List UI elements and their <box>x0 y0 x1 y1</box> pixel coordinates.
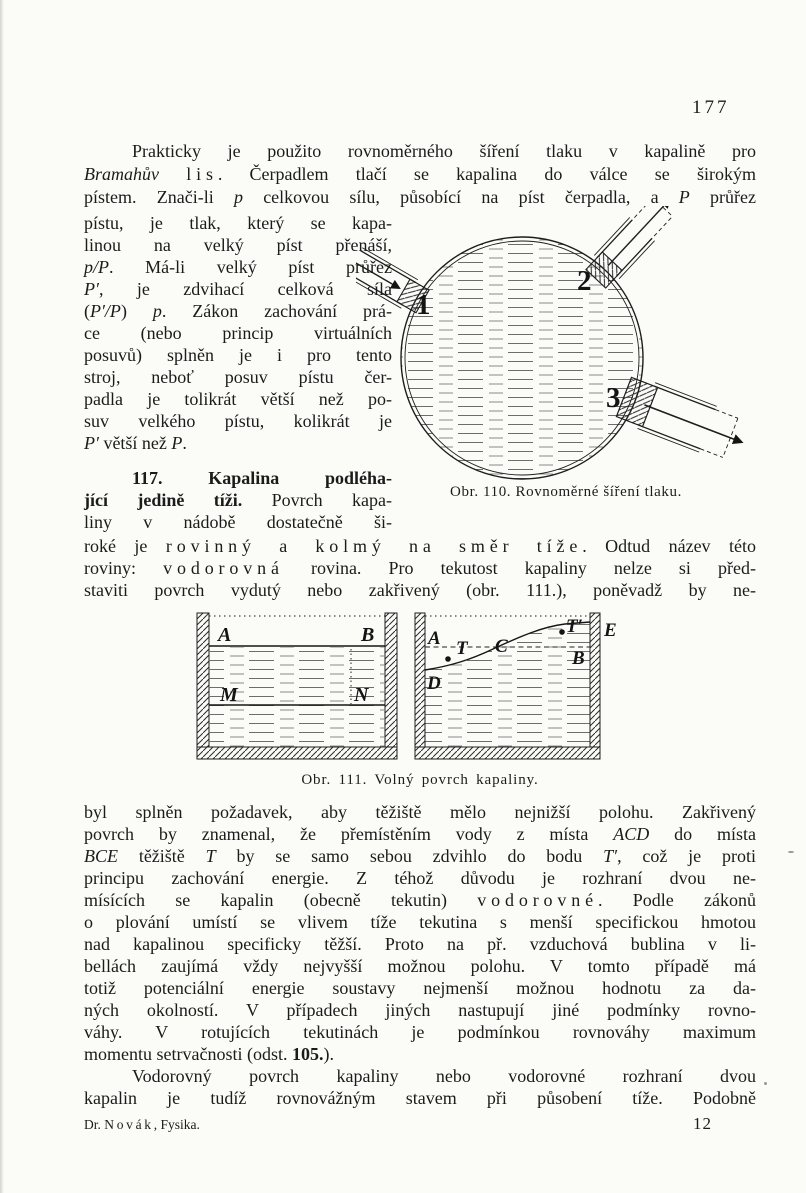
vessel-flat <box>197 613 397 759</box>
text-line: ných okolností. V případech jiných nastupují jiné podmínky rovno- <box>84 1000 756 1020</box>
figure-110 <box>356 206 776 533</box>
text-line: suv velkého pístu, kolikrát je <box>84 411 392 431</box>
piston-3-label: 3 <box>606 382 621 414</box>
text-line: liny v nádobě dostatečně ši- <box>84 512 392 532</box>
equilibrium-paragraph <box>84 801 756 1065</box>
text-line: váhy. V rotujících tekutinách je podmínkou rovnováhy maximum <box>84 1022 756 1042</box>
text-line: roké je rovinný a kolmý na směr tíže. Odtud název této <box>84 536 757 556</box>
label-T: T <box>456 638 468 659</box>
text-line: roviny: vodorovná rovina. Pro tekutost kapaliny nelze si před- <box>84 558 757 578</box>
text-line: Bramahův lis. Čerpadlem tlačí se kapalina do válce se širokým <box>84 164 756 184</box>
text-line: povrch by znamenal, že přemístěním vody z místa ACD do místa <box>84 824 757 844</box>
text-line: mísících se kapalin (obecně tekutin) vodorovné. Podle zákonů <box>84 890 756 910</box>
text-line: linou na velký píst přenáší, <box>84 235 392 255</box>
page-footer <box>84 1114 756 1134</box>
piston-2 <box>583 206 682 290</box>
piston-3 <box>615 374 750 465</box>
figure-111 <box>185 611 655 789</box>
text-line: BCE těžiště T by se samo sebou zdvihlo do bodu T′, což je proti <box>84 846 756 866</box>
text-line: padla je tolikrát větší než po- <box>84 389 392 409</box>
figure-111-drawing <box>185 611 655 763</box>
point-T-prime <box>559 629 565 635</box>
label-T-prime: T′ <box>566 616 583 637</box>
vessel-curved <box>415 613 617 759</box>
point-T <box>445 656 451 662</box>
text-line: (P′/P) p. Zákon zachování prá- <box>84 301 392 321</box>
figure-110-drawing <box>356 206 776 498</box>
page-number-top: 177 <box>692 97 730 118</box>
text-line: stroj, neboť posuv pístu čer- <box>84 367 392 387</box>
text-line: principu zachování energie. Z téhož důvodu je rozhraní dvou ne- <box>84 868 756 888</box>
text-line: pístem. Znači-li p celkovou sílu, působící na píst čerpadla, a P průřez <box>84 187 757 207</box>
text-line: ce (nebo princip virtuálních <box>84 323 392 343</box>
text-with-figure-row <box>84 212 756 533</box>
figure-110-caption: Obr. 110. Rovnoměrné šíření tlaku. <box>450 484 682 500</box>
text-line: P′ větší než P. <box>84 433 187 453</box>
label-N: N <box>354 684 369 706</box>
intro-paragraph <box>84 140 756 209</box>
label-D: D <box>427 673 441 694</box>
closing-paragraph <box>84 1065 756 1109</box>
text-line: P′, je zdvihací celková síla <box>84 279 392 299</box>
label-C: C <box>495 636 508 657</box>
section-117-heading <box>84 467 392 533</box>
text-line: Prakticky je použito rovnoměrného šíření tlaku v kapalině pro <box>132 141 756 161</box>
label-B: B <box>572 648 585 669</box>
text-line: o plování umístí se vlivem tíže tekutina s menší specifickou hmotou <box>84 912 756 932</box>
text-line: p/P. Má-li velký píst průřez <box>84 257 392 277</box>
text-line: Vodorovný povrch kapaliny nebo vodorovné rozhraní dvou <box>132 1066 756 1086</box>
figure-111-caption: Obr. 111. Volný povrch kapaliny. <box>301 772 539 788</box>
text-line: bellách zaujímá vždy nejvyšší možnou polohu. V tomto případě má <box>84 956 756 976</box>
text-line: pístu, je tlak, který se kapa- <box>84 213 392 233</box>
heading-line: jící jedině tíži. Povrch kapa- <box>84 490 392 510</box>
surface-paragraph <box>84 535 756 601</box>
piston-2-label: 2 <box>577 265 592 297</box>
text-line: byl splněn požadavek, aby těžiště mělo nejnižší polohu. Zakřivený <box>84 802 756 822</box>
heading-line: 117. Kapalina podléha- <box>132 468 392 488</box>
text-line: momentu setrvačnosti (odst. 105.). <box>84 1044 334 1064</box>
label-A: A <box>428 628 441 649</box>
text-line: posuvů) splněn je i pro tento <box>84 345 392 365</box>
page-number-bottom: 12 <box>693 1114 712 1133</box>
piston-1-label: 1 <box>416 289 431 321</box>
text-line: nad kapalinou specificky těžší. Proto na př. vzduchová bublina v li- <box>84 934 756 954</box>
label-E: E <box>604 620 617 641</box>
text-line: totiž potenciální energie soustavy nejmenší možnou hodnotu za da- <box>84 978 756 998</box>
left-text-column <box>84 212 392 533</box>
label-M: M <box>220 684 238 706</box>
label-B: B <box>361 624 375 646</box>
text-line: kapalin je tudíž rovnovážným stavem při působení tíže. Podobně <box>84 1088 756 1108</box>
label-A: A <box>218 624 232 646</box>
text-line: staviti povrch vydutý nebo zakřivený (obr. 111.), poněvadž by ne- <box>84 580 756 600</box>
author-signature: Dr. Novák, Fysika. <box>84 1117 200 1132</box>
